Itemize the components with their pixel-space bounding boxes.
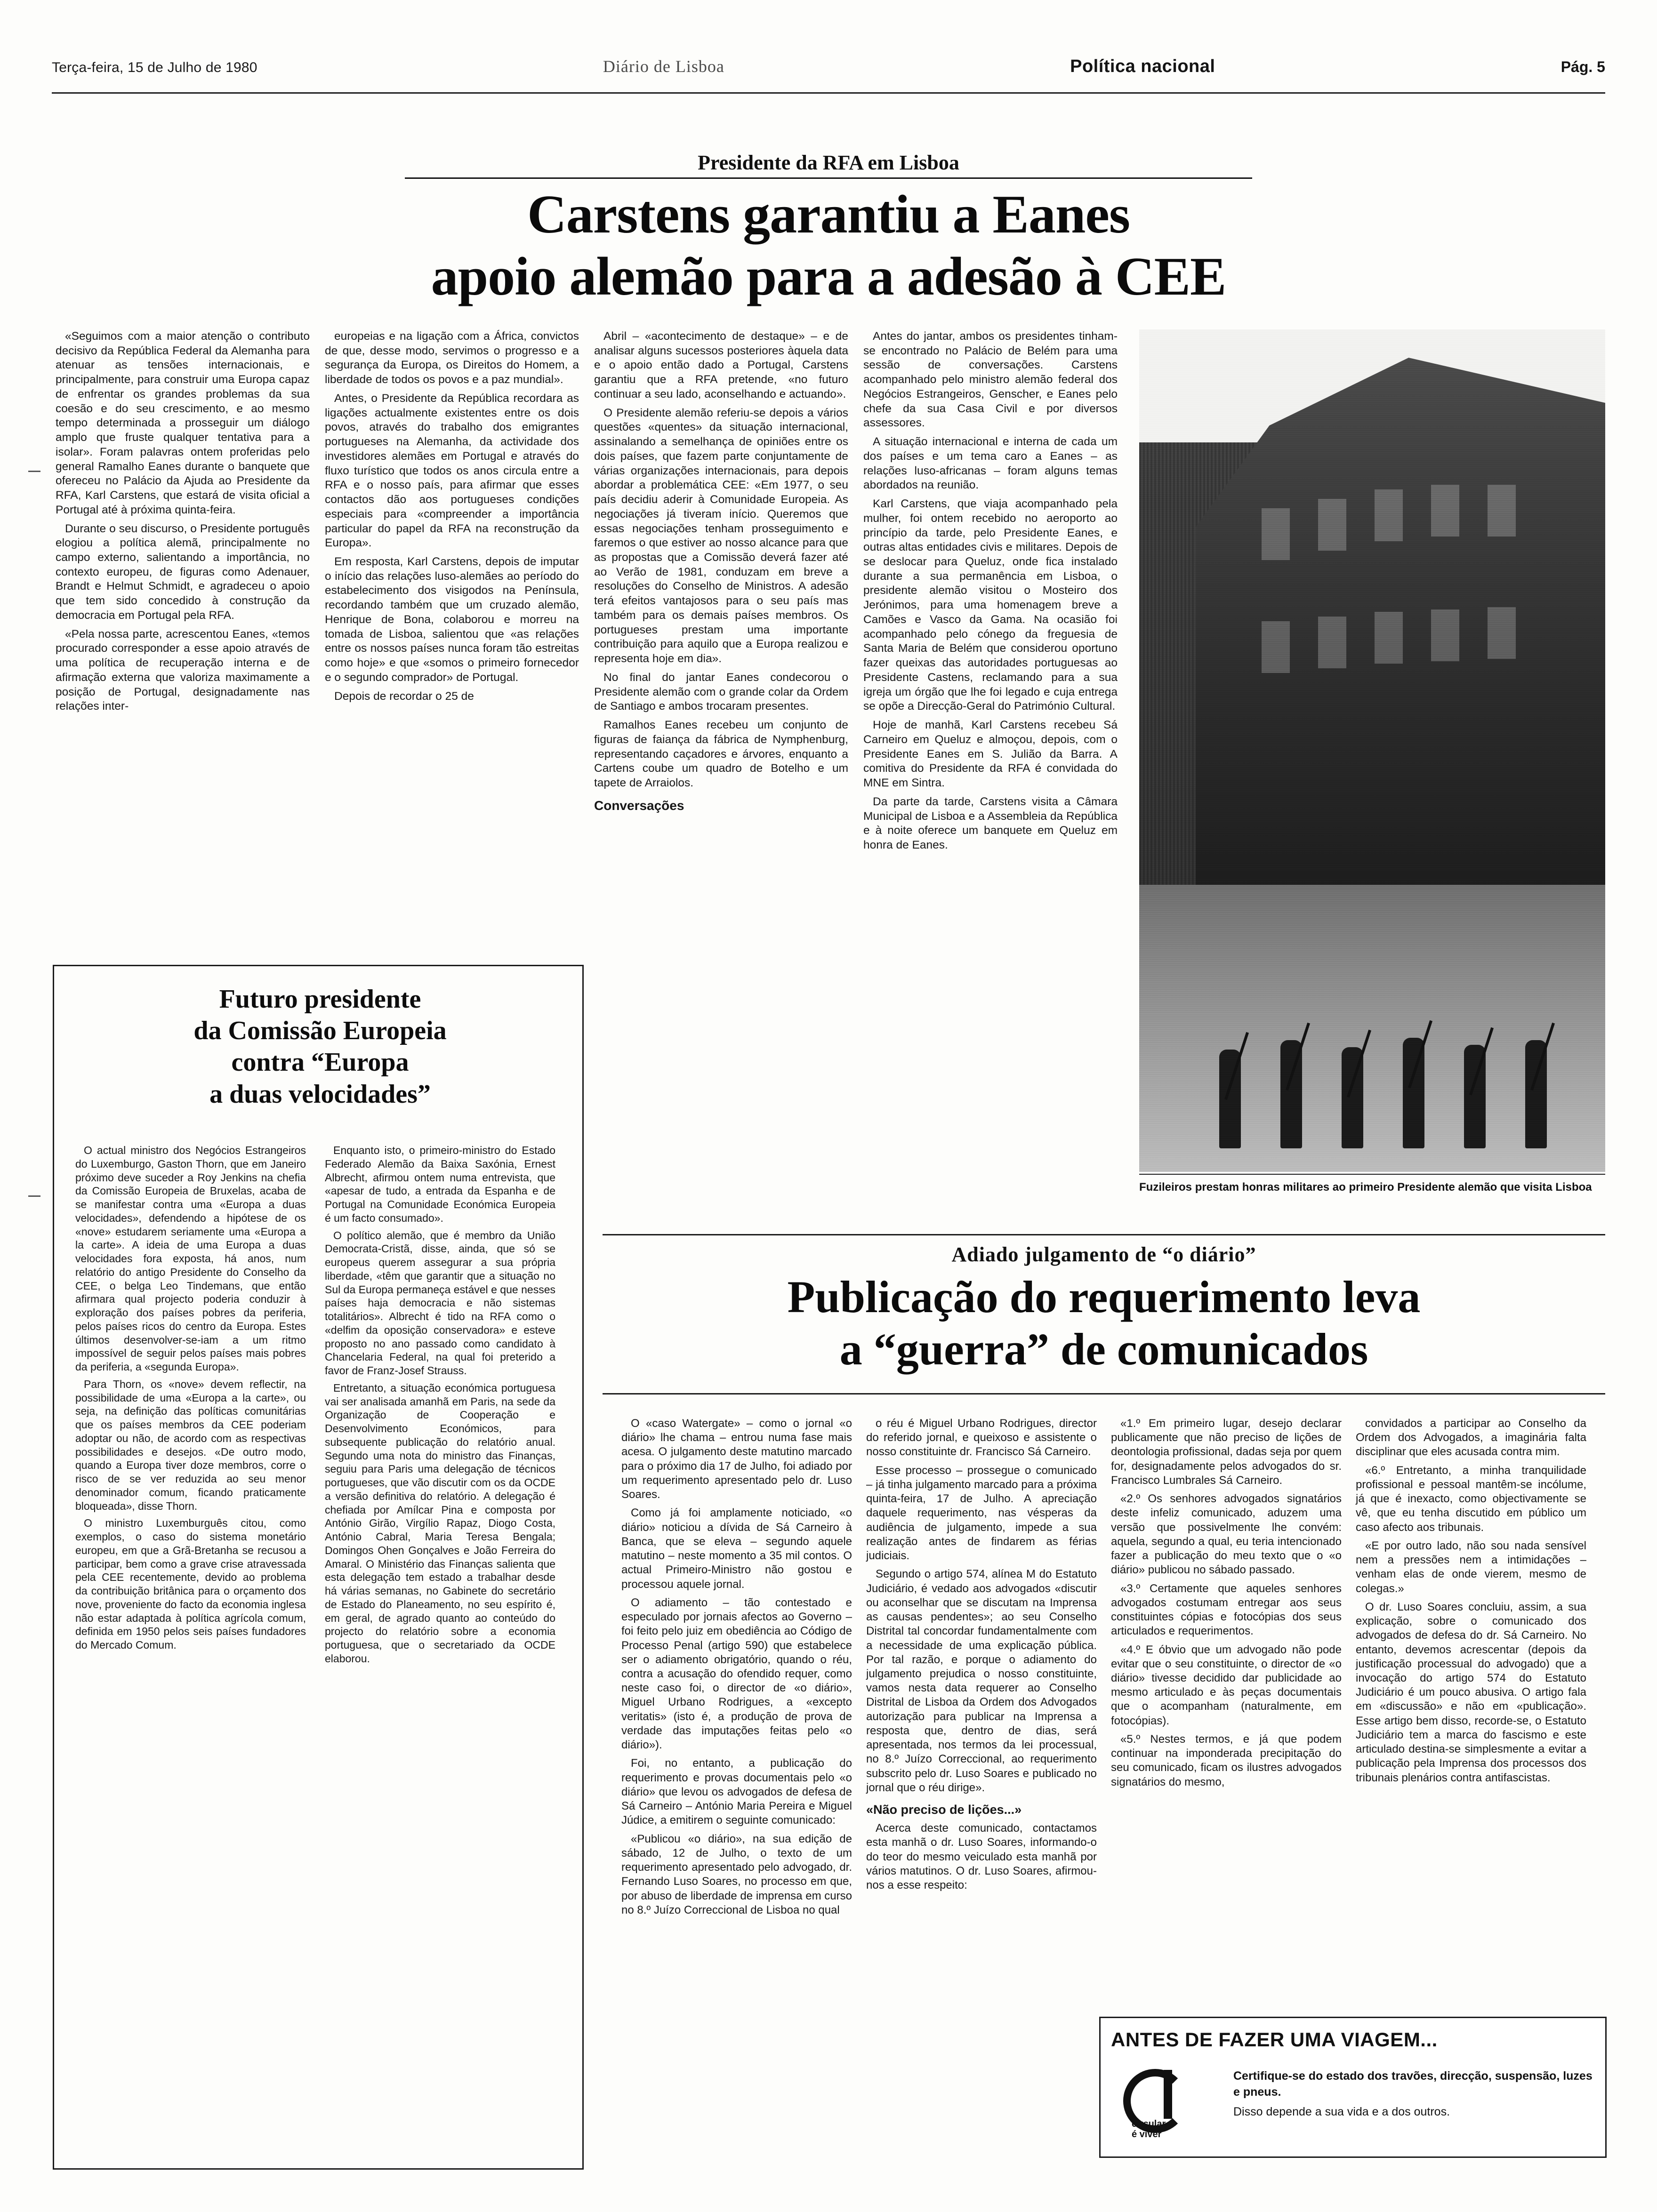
paragraph: convidados a participar ao Conselho da Ordem dos Advogados, a imaginária falta disciplinar que eles acusada contra mim. (1356, 1417, 1586, 1459)
header-divider (52, 92, 1605, 94)
second-column-2 (866, 1417, 1097, 1897)
second-story-divider-top (603, 1234, 1605, 1235)
circular-logo-icon (1120, 2066, 1215, 2140)
logo-bar (1164, 2070, 1172, 2119)
lead-headline (264, 184, 1393, 308)
logo-text-line2: é viver (1132, 2129, 1162, 2140)
boxed-headline-line3: contra “Europa (231, 1048, 409, 1077)
lead-headline-line2: apoio alemão para a adesão à CEE (431, 247, 1226, 307)
paragraph: Antes do jantar, ambos os presidentes tinham-se encontrado no Palácio de Belém para uma sessão de conversações. Carstens acompanhado pelo ministro alemão federal dos Negócios Estrangeiros, Genscher, e Eanes pelo chefe da sua Casa Civil e por diversos assessores. (863, 330, 1118, 430)
paragraph: Karl Carstens, que viaja acompanhado pela mulher, foi ontem recebido no aeroporto ao princípio da tarde, pelo Presidente Eanes, e outras altas entidades civis e militares. Depois de se deslocar para Queluz, onde fica instalado durante a sua permanência em Lisboa, o presidente alemão visitou o Mosteiro dos Jerónimos, para uma homenagem breve a Camões e Vasco da Gama. Na ocasião foi acompanhado pelo cónego da freguesia de Santa Maria de Belém que considerou oportuno fazer queixas das autoridades portuguesas ao Presidente Castens, reclamando para a sua igreja um órgão que lhe foi legado e cuja entrega se opõe a Direcção-Geral do Património Cultural. (863, 497, 1118, 713)
paragraph: o réu é Miguel Urbano Rodrigues, director do referido jornal, e queixoso e assistente o nosso constituinte dr. Francisco Sá Carneiro. (866, 1417, 1097, 1459)
paragraph: O Presidente alemão referiu-se depois a vários questões «quentes» da situação internacional, assinalando a semelhança de opiniões entre os dois países, que fazem parte conjuntamente de várias organizações internacionais, para depois abordar a problemática CEE: «Em 1977, o seu país decidiu aderir à Comunidade Europeia. As negociações já tiveram início. Queremos que essas negociações tenham prosseguimento e faremos o que estiver ao nosso alcance para que as propostas que a Comissão deverá fazer até ao Verão de 1981, conduzam em breve a resoluções do Conselho de Ministros. A adesão terá efeitos vantajosos para o seu país mas também para os demais países membros. Os portugueses prestam uma importante contribuição para aquilo que a Europa realizou e representa hoje em dia». (594, 406, 848, 665)
second-headline (603, 1271, 1605, 1376)
paragraph: Durante o seu discurso, o Presidente português elogiou a política alemã, principalmente no campo externo, salientando a importância, no contexto europeu, de figuras como Adenauer, Brandt e Helmut Schmidt, e agradeceu o apoio que tem sido concedido à construção da democracia em Portugal pela RFA. (56, 522, 310, 622)
paragraph: «Publicou «o diário», na sua edição de sábado, 12 de Julho, o texto de um requerimento apresentado pelo advogado, dr. Fernando Luso Soares, no processo em que, por abuso de liberdade de imprensa em curso no 8.º Juízo Correccional de Lisboa no qual (621, 1832, 852, 1916)
photo-image (1139, 329, 1605, 1172)
second-headline-line1: Publicação do requerimento leva (787, 1272, 1421, 1322)
page-number: Pág. 5 (1560, 58, 1605, 75)
paper-name: Diário de Lisboa (603, 57, 724, 76)
paragraph: O ministro Luxemburguês citou, como exemplos, o caso do sistema monetário europeu, em que a Grã-Bretanha se recusou a participar, bem como a grave crise atravessada pela CEE recentemente, devido ao problema da contribuição britânica para o orçamento dos nove, proveniente do facto da economia inglesa não estar adaptada à política agrícola comum, definida em 1950 pelos seis países fundadores do Mercado Comum. (75, 1517, 306, 1651)
paragraph: O político alemão, que é membro da União Democrata-Cristã, disse, ainda, que só se europeus querem assegurar a sua própria liberdade, «têm que garantir que a situação no Sul da Europa permaneça estável e que nesses países haja democracia e não sistemas totalitários». Albrecht é tido na RFA como o «delfim da oposição conservadora» e esteve proposto no ano passado como candidato à Chancelaria Federal, na qual foi preterido a favor de Franz-Josef Strauss. (325, 1229, 555, 1377)
paragraph: Depois de recordar o 25 de (334, 689, 474, 703)
lead-column-4 (863, 329, 1118, 857)
paragraph: «2.º Os senhores advogados signatários deste infeliz comunicado, aduzem uma versão que possivelmente lhe convém: aquela, segundo a qual, eu teria intencionado fazer a publicação do meu texto que o «o diário» publicou no sábado passado. (1111, 1492, 1342, 1577)
second-headline-line2: a “guerra” de comunicados (839, 1324, 1368, 1375)
second-column-3 (1111, 1417, 1342, 1794)
paragraph: O actual ministro dos Negócios Estrangeiros do Luxemburgo, Gaston Thorn, que em Janeiro próximo deve suceder a Roy Jenkins na chefia da Comissão Europeia de Bruxelas, acaba de se manifestar contra uma «Europa a duas velocidades», defendendo a hipótese de os «nove» estudarem seriamente uma «Europa a la carte». A ideia de uma Europa a duas velocidades fora exposta, há anos, num relatório do antigo Presidente do Conselho da CEE, o belga Leo Tindemans, que então afirmara qual projecto poderia conduzir à exploração dos países pobres da periferia, pelos países ricos do centro da Europa. Estes últimos desenvolver-se-iam a um ritmo impossível de seguir pelos países mais pobres da periferia, a «segunda Europa». (75, 1144, 306, 1373)
photo-grain (1139, 329, 1605, 1172)
subhead-conversacoes: Conversações (594, 798, 684, 813)
advert-body-bold: Certifique-se do estado dos travões, direcção, suspensão, luzes e pneus. (1233, 2069, 1593, 2099)
lead-column-3 (594, 329, 848, 817)
paragraph: No final do jantar Eanes condecorou o Presidente alemão com o grande colar da Ordem de Santiago e ambos trocaram presentes. (594, 671, 848, 713)
lead-column-1 (56, 329, 310, 718)
paragraph: Abril – «acontecimento de destaque» – e de analisar alguns sucessos posteriores àquela data e o apoio então dado a Portugal, Carstens garantiu que a RFA pretende, «no futuro continuar a seu lado, aconselhando e actuando». (594, 330, 848, 401)
paragraph: Da parte da tarde, Carstens visita a Câmara Municipal de Lisboa e a Assembleia da República e à noite oferece um banquete em Queluz em honra de Eanes. (863, 795, 1118, 851)
edge-mark (28, 1195, 40, 1197)
paragraph: Para Thorn, os «nove» devem reflectir, na possibilidade de uma «Europa a la carte», ou seja, na definição das políticas comunitárias que os países membros da CEE poderiam adoptar ou não, de acordo com as respectivas possibilidades e desejos. «De outro modo, quando a Europa tiver doze membros, corre o risco de se ver reduzida ao seu menor denominador comum, ficando praticamente bloqueada», disse Thorn. (75, 1378, 306, 1512)
paragraph: Ramalhos Eanes recebeu um conjunto de figuras de faiança da fábrica de Nymphenburg, representando caçadores e árvores, enquanto a Cartens coube um quadro de Botelho e um tapete de Arraiolos. (594, 719, 848, 790)
second-column-1 (621, 1417, 852, 1922)
paragraph: O adiamento – tão contestado e especulado por jornais afectos ao Governo – foi feito pelo juiz em obediência ao Código de Processo Penal (artigo 590) que estabelece ser o adiamento obrigatório, quando o réu, contra a acusação do ofendido requer, como neste caso foi, o director de «o diário», Miguel Urbano Rodrigues, a «excepto veritatis» (isto é, a produção de prova de verdade das imputações feitas pelo «o diário»). (621, 1596, 852, 1752)
advert-body (1233, 2068, 1596, 2120)
logo-text-line1: circular (1132, 2119, 1166, 2129)
edge-mark (28, 471, 40, 472)
boxed-headline-line2: da Comissão Europeia (193, 1016, 447, 1046)
advert-body-sub: Disso depende a sua vida e a dos outros. (1233, 2105, 1450, 2118)
paragraph: Acerca deste comunicado, contactamos esta manhã o dr. Luso Soares, informando-o do teor do mesmo veiculado esta manhã por vários matutinos. O dr. Luso Soares, afirmou-nos a esse respeito: (866, 1822, 1097, 1892)
paragraph: «Pela nossa parte, acrescentou Eanes, «temos procurado corresponder a esse apoio através de uma política de recuperação interna e de afirmação externa que valoriza maximamente a posição de Portugal, designadamente nas relações inter- (56, 627, 310, 713)
paragraph: Hoje de manhã, Karl Carstens recebeu Sá Carneiro em Queluz e almoçou, depois, com o Presidente Eanes em S. Julião da Barra. A comitiva do Presidente da RFA é convidada do MNE em Sintra. (863, 719, 1118, 790)
lead-kicker: Presidente da RFA em Lisboa (405, 151, 1252, 179)
paragraph: Segundo o artigo 574, alínea M do Estatuto Judiciário, é vedado aos advogados «discutir ou aconselhar que se discutam na Imprensa as causas pendentes»; ao seu Conselho Distrital tal concordar fundamentalmente com a necessidade de uma explicação pública. Por tal razão, e porque o adiamento do julgamento prejudica o nosso constituinte, vamos nesta data requerer ao Conselho Distrital de Lisboa da Ordem dos Advogados autorização para publicar na Imprensa a resposta que, dentro de dias, será apresentada, nos termos da lei processual, no 8.º Juízo Correccional, ao requerimento subscrito pelo dr. Luso Soares e publicado no jornal que o réu dirige». (866, 1568, 1097, 1794)
second-story-divider-bottom (603, 1393, 1605, 1395)
paragraph: «1.º Em primeiro lugar, desejo declarar publicamente que não preciso de lições de deontologia profissional, dadas seja por quem for, designadamente pelos advogados do sr. Francisco Lumbrales Sá Carneiro. (1111, 1417, 1342, 1487)
paragraph: europeias e na ligação com a África, convictos de que, desse modo, servimos o progresso e a segurança da Europa, os Direitos do Homem, a liberdade de todos os povos e a paz mundial». (325, 330, 579, 386)
paragraph: Foi, no entanto, a publicação do requerimento e provas documentais pelo «o diário» que levou os advogados de defesa de Sá Carneiro – António Maria Pereira e Miguel Júdice, a emitirem o seguinte comunicado: (621, 1757, 852, 1827)
paragraph: Em resposta, Karl Carstens, depois de imputar o início das relações luso-alemães ao período do estabelecimento dos visigodos na Península, recordando também que um cruzado alemão, Henrique de Bona, colaborou e morreu na tomada de Lisboa, salientou que «as relações entre os nossos países nunca foram tão estreitas como hoje» e que «somos o primeiro fornecedor e o segundo comprador» de Portugal. (325, 555, 579, 684)
section-title: Política nacional (1070, 56, 1215, 76)
paragraph: Entretanto, a situação económica portuguesa vai ser analisada amanhã em Paris, na sede da Organização de Cooperação e Desenvolvimento Económicos, para subsequente publicação do relatório anual. Segundo uma nota do ministro das Finanças, seguiu para Paris uma delegação de técnicos portugueses, que vão discutir com os da OCDE a versão definitiva do relatório. A delegação é chefiada por Amílcar Pina e composta por António Girão, Virgílio Rapaz, Diogo Costa, António Cabral, Maria Teresa Bengala; Domingos Ohen Gonçalves e João Ferreira do Amaral. O Ministério das Finanças salienta que esta delegação tem estado a trabalhar desde há várias semanas, no Gabinete do secretário de Estado do Planeamento, no seu espírito é, em geral, de agrado quanto ao conteúdo do projecto do relatório sobre a economia portuguesa, que o secretariado da OCDE elaborou. (325, 1381, 555, 1665)
boxed-column-1 (75, 1144, 306, 1656)
paragraph: Como já foi amplamente noticiado, «o diário» noticiou a dívida de Sá Carneiro à Banca, que se eleva – segundo aquele matutino – neste momento a 35 mil contos. O actual Primeiro-Ministro não gostou e processou aquele jornal. (621, 1507, 852, 1591)
paragraph: Enquanto isto, o primeiro-ministro do Estado Federado Alemão da Baixa Saxónia, Ernest Albrecht, afirmou ontem numa entrevista, que «apesar de tudo, a entrada da Espanha e de Portugal na Comunidade Económica Europeia é um facto consumado». (325, 1144, 555, 1224)
subhead-nao-preciso-de-licoes: «Não preciso de lições...» (866, 1803, 1022, 1817)
issue-date: Terça-feira, 15 de Julho de 1980 (52, 60, 257, 75)
boxed-headline-line4: a duas velocidades” (209, 1079, 431, 1109)
paragraph: A situação internacional e interna de cada um dos países e um tema caro a Eanes – as relações luso-africanas – foram alguns temas abordados na reunião. (863, 435, 1118, 492)
second-kicker: Adiado julgamento de “o diário” (951, 1243, 1256, 1266)
paragraph: «E por outro lado, não sou nada sensível nem a pressões nem a intimidações – venham elas de onde vierem, mesmo de colegas.» (1356, 1539, 1586, 1595)
boxed-headline-line1: Futuro presidente (219, 985, 421, 1014)
lead-column-2 (325, 329, 579, 708)
paragraph: «5.º Nestes termos, e já que podem continuar na imponderada precipitação do seu comunicado, ficam os ilustres advogados signatários do mesmo, (1111, 1732, 1342, 1788)
paragraph: O «caso Watergate» – como o jornal «o diário» lhe chama – entrou numa fase mais acesa. O julgamento deste matutino marcado para o próximo dia 17 de Julho, foi adiado por um requerimento apresentado pelo dr. Luso Soares. (621, 1417, 852, 1501)
lead-photo (1139, 329, 1605, 1172)
masthead (52, 56, 1605, 89)
advert-title: ANTES DE FAZER UMA VIAGEM... (1111, 2028, 1438, 2051)
boxed-story-headline (71, 984, 570, 1110)
second-column-4 (1356, 1417, 1586, 1789)
boxed-column-2 (325, 1144, 555, 1669)
paragraph: «3.º Certamente que aqueles senhores advogados costumam entregar aos seus constituintes cópias e fotocópias dos seus articulados e requerimentos. (1111, 1582, 1342, 1638)
paragraph: Antes, o Presidente da República recordara as ligações actualmente existentes entre os dois povos, através do trabalho dos emigrantes portugueses na Alemanha, da actividade dos investidores alemães em Portugal e através do fluxo turístico que todos os anos circula entre a RFA e o nosso país, para afirmar que esses contactos dão aos portugueses condições especiais para «compreender a importância particular do papel da RFA na reconstrução da Europa». (325, 392, 579, 550)
paragraph: O dr. Luso Soares concluiu, assim, a sua explicação, sobre o comunicado dos advogados de defesa do dr. Sá Carneiro. No entanto, devemos acrescentar (depois da justificação processual do advogado) que a invocação do artigo 574 do Estatuto Judiciário é um pouco abusiva. O artigo fala em «discussão» e não em «publicação». Esse artigo bem disso, recorde-se, o Estatuto Judiciário tem a marca do fascismo e este articulado destina-se simplesmente a evitar a publicação pela Imprensa dos processos dos tribunais plenários contra antifascistas. (1356, 1600, 1586, 1784)
paragraph: «Seguimos com a maior atenção o contributo decisivo da República Federal da Alemanha para atenuar as tensões internacionais, e principalmente, para construir uma Europa capaz de enfrentar os grandes problemas da sua coesão e do seu crescimento, e ao mesmo tempo determinada a prosseguir um diálogo amplo que fruste qualquer tentativa para a isolar». Foram palavras ontem proferidas pelo general Ramalho Eanes durante o banquete que ofereceu no Palácio da Ajuda ao Presidente da RFA, Karl Carstens, que estará de visita oficial a Portugal até à próxima quinta-feira. (56, 330, 310, 516)
paragraph: «4.º E óbvio que um advogado não pode evitar que o seu constituinte, o director de «o diário» tivesse decidido dar publicidade ao mesmo articulado e às peças documentais que o acompanham (naturalmente, em fotocópias). (1111, 1643, 1342, 1727)
lead-headline-line1: Carstens garantiu a Eanes (527, 184, 1130, 245)
paragraph: Esse processo – prossegue o comunicado – já tinha julgamento marcado para a próxima quinta-feira, 17 de Julho. A apreciação daquele requerimento, nas vésperas da audiência de julgamento, impede a sua realização antes de findarem as férias judiciais. (866, 1464, 1097, 1563)
photo-caption: Fuzileiros prestam honras militares ao primeiro Presidente alemão que visita Lisboa (1139, 1181, 1592, 1194)
paragraph: «6.º Entretanto, a minha tranquilidade profissional e pessoal mantêm-se incólume, já que é inexacto, como objectivamente se vê, que eu tenha discutido em público um caso afecto aos tribunais. (1356, 1464, 1586, 1534)
caption-divider (1139, 1174, 1605, 1175)
